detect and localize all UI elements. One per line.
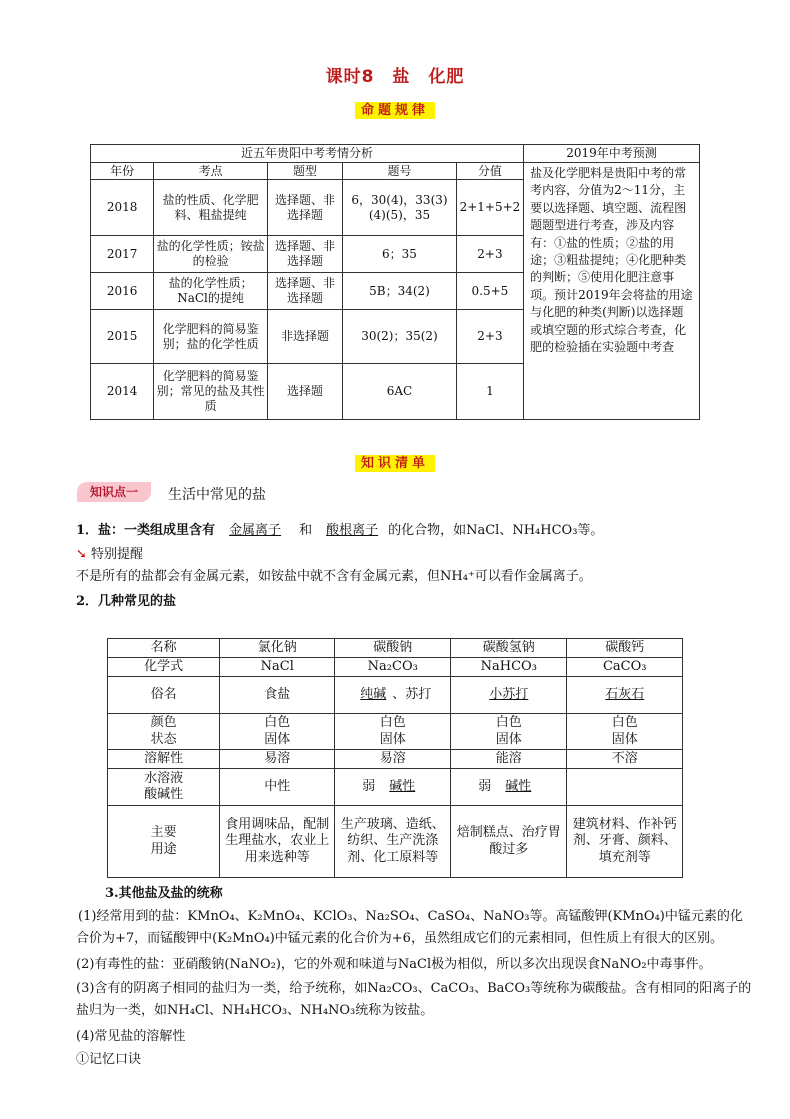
text: 固体 xyxy=(495,731,522,747)
table-cell: 2017 xyxy=(91,236,154,273)
knowledge-point-title: 生活中常见的盐 xyxy=(168,487,266,503)
row-label xyxy=(108,714,220,750)
table-cell: 30(2)；35(2) xyxy=(343,310,457,364)
paragraph xyxy=(76,906,752,950)
col-header: 题型 xyxy=(267,163,342,180)
fill-blank: 小苏打 xyxy=(489,686,529,702)
table-cell: 选择题、非选择题 xyxy=(267,273,342,310)
text: 和 xyxy=(299,523,313,538)
table-cell xyxy=(451,769,567,806)
text: 颜色 xyxy=(150,715,177,731)
text: 的化合物，如NaCl、NH₄HCO₃等。 xyxy=(388,523,604,538)
table-cell: 生产玻璃、造纸、纺织、生产洗涤剂、化工原料等 xyxy=(335,806,451,878)
table-cell: 0.5+5 xyxy=(456,273,523,310)
table-cell: 6；35 xyxy=(343,236,457,273)
page-title: 课时8 盐 化肥 xyxy=(325,67,465,87)
table-cell: 易溶 xyxy=(335,750,451,769)
fill-blank: 纯碱 xyxy=(360,686,387,702)
table-cell: 非选择题 xyxy=(267,310,342,364)
arrow-icon: ➘ xyxy=(76,547,87,562)
table-cell: 碳酸氢钠 xyxy=(451,639,567,658)
text: 状态 xyxy=(150,731,177,747)
table-cell: 食盐 xyxy=(220,677,335,714)
table-cell: 建筑材料、作补钙剂、牙膏、颜料、填充剂等 xyxy=(567,806,683,878)
table-cell: 碳酸钙 xyxy=(567,639,683,658)
table-cell xyxy=(567,677,683,714)
fill-blank: 石灰石 xyxy=(605,686,645,702)
text: (1)经常用到的盐：KMnO₄、K₂MnO₄、KClO₃、Na₂SO₄、CaSO₄、NaNO₃等。高锰酸钾(KMnO₄)中锰元素的化合价为+7，而锰酸钾中(K₂MnO₄)中锰元素的化合价为+6，虽然组成它们的元素相同，但性质上有很大的区别。 xyxy=(76,909,743,946)
table-cell: 2016 xyxy=(91,273,154,310)
table-cell: 不溶 xyxy=(567,750,683,769)
table-cell: 2+3 xyxy=(456,236,523,273)
fill-blank: 碱性 xyxy=(505,778,532,794)
table-cell: NaHCO₃ xyxy=(451,658,567,677)
text: 固体 xyxy=(379,731,406,747)
table-cell xyxy=(567,714,683,750)
tip-heading xyxy=(76,544,752,566)
table-cell: 中性 xyxy=(220,769,335,806)
table-cell xyxy=(567,769,683,806)
table-cell xyxy=(220,714,335,750)
table-cell: 盐的性质、化学肥料、粗盐提纯 xyxy=(154,180,268,236)
table-cell: NaCl xyxy=(220,658,335,677)
table-cell: 2015 xyxy=(91,310,154,364)
col-header: 年份 xyxy=(91,163,154,180)
table-cell: 易溶 xyxy=(220,750,335,769)
section-heading-rules xyxy=(0,99,790,118)
col-header: 题号 xyxy=(343,163,457,180)
text: 弱 xyxy=(478,778,492,794)
table-cell: 化学肥料的简易鉴别；盐的化学性质 xyxy=(154,310,268,364)
row-label: 溶解性 xyxy=(108,750,220,769)
table-cell: 焙制糕点、治疗胃酸过多 xyxy=(451,806,567,878)
table-cell: 选择题、非选择题 xyxy=(267,236,342,273)
table-cell: Na₂CO₃ xyxy=(335,658,451,677)
section-banner: 知识清单 xyxy=(355,455,435,472)
tip-text: 不是所有的盐都会有金属元素，如铵盐中就不含有金属元素，但NH₄⁺可以看作金属离子。 xyxy=(76,569,592,584)
text: 酸碱性 xyxy=(144,787,184,802)
paragraph: ①记忆口诀 xyxy=(76,1052,142,1067)
col-header: 考点 xyxy=(154,163,268,180)
subheading: 2．几种常见的盐 xyxy=(76,594,177,609)
table-cell: 能溶 xyxy=(451,750,567,769)
table-cell: 食用调味品，配制生理盐水，农业上用来选种等 xyxy=(220,806,335,878)
table-cell: 碳酸钠 xyxy=(335,639,451,658)
paragraph: (3)含有的阴离子相同的盐归为一类，给予统称，如Na₂CO₃、CaCO₃、BaCO₃等统称为碳酸盐。含有相同的阳离子的盐归为一类，如NH₄Cl、NH₄HCO₃、NH₄NO₃统称为铵盐。 xyxy=(76,981,752,1018)
common-salts-table xyxy=(107,638,683,878)
table-cell: 盐的化学性质；NaCl的提纯 xyxy=(154,273,268,310)
table-cell: 氯化钠 xyxy=(220,639,335,658)
fill-blank: 酸根离子 xyxy=(326,523,379,538)
exam-analysis-table xyxy=(90,144,700,420)
text: 白色 xyxy=(379,715,406,731)
table-cell: 2018 xyxy=(91,180,154,236)
table-cell: 盐的化学性质；铵盐的检验 xyxy=(154,236,268,273)
text: 白色 xyxy=(611,715,638,731)
section-heading-knowledge xyxy=(0,452,790,471)
table-cell xyxy=(451,714,567,750)
table-cell xyxy=(335,769,451,806)
text: 、苏打 xyxy=(392,686,432,702)
table-cell: 化学肥料的简易鉴别；常见的盐及其性质 xyxy=(154,364,268,420)
table-cell: 2+1+5+2 xyxy=(456,180,523,236)
salt-definition xyxy=(76,520,752,542)
table-cell: 5B；34(2) xyxy=(343,273,457,310)
section-banner: 命题规律 xyxy=(355,102,435,119)
fill-blank: 金属离子 xyxy=(229,523,282,538)
text: 白色 xyxy=(495,715,522,731)
table-cell: 2+3 xyxy=(456,310,523,364)
table-cell: CaCO₃ xyxy=(567,658,683,677)
table-cell: 选择题 xyxy=(267,364,342,420)
paragraph: (4)常见盐的溶解性 xyxy=(76,1029,186,1044)
text: 1．盐：一类组成里含有 xyxy=(76,523,216,538)
text: 固体 xyxy=(264,731,291,747)
table-cell: 2014 xyxy=(91,364,154,420)
prediction-text: 盐及化学肥料是贵阳中考的常考内容，分值为2～11分，主要以选择题、填空题、流程图题题型进行考查，涉及内容有：①盐的性质；②盐的用途；③粗盐提纯；④化肥种类的判断；⑤使用化肥注意事项。预计2019年会将盐的用途与化肥的种类(判断)以选择题或填空题的形式综合考查，化肥的检验插在实验题中考查 xyxy=(524,163,700,420)
text: 用途 xyxy=(150,841,177,857)
paragraph: (2)有毒性的盐：亚硝酸钠(NaNO₂)，它的外观和味道与NaCl极为相似，所以多次出现误食NaNO₂中毒事件。 xyxy=(76,957,712,972)
row-label: 化学式 xyxy=(108,658,220,677)
table-cell: 1 xyxy=(456,364,523,420)
text: 固体 xyxy=(611,731,638,747)
knowledge-point-tag: 知识点一 xyxy=(77,482,151,502)
text: 弱 xyxy=(362,778,376,794)
table-header-right: 2019年中考预测 xyxy=(524,145,700,163)
row-label xyxy=(108,806,220,878)
table-cell xyxy=(335,714,451,750)
table-cell: 选择题、非选择题 xyxy=(267,180,342,236)
fill-blank: 碱性 xyxy=(389,778,416,794)
text: 白色 xyxy=(264,715,291,731)
subheading: 3.其他盐及盐的统称 xyxy=(105,886,223,901)
table-cell: 6AC xyxy=(343,364,457,420)
table-cell: 6，30(4)，33(3)(4)(5)，35 xyxy=(343,180,457,236)
table-header-left: 近五年贵阳中考考情分析 xyxy=(91,145,524,163)
text: 主要 xyxy=(150,825,177,841)
row-label: 名称 xyxy=(108,639,220,658)
col-header: 分值 xyxy=(456,163,523,180)
text: 水溶液 xyxy=(144,770,184,786)
tip-title: 特别提醒 xyxy=(91,547,144,562)
table-cell xyxy=(335,677,451,714)
row-label xyxy=(108,769,220,806)
table-cell xyxy=(451,677,567,714)
row-label: 俗名 xyxy=(108,677,220,714)
